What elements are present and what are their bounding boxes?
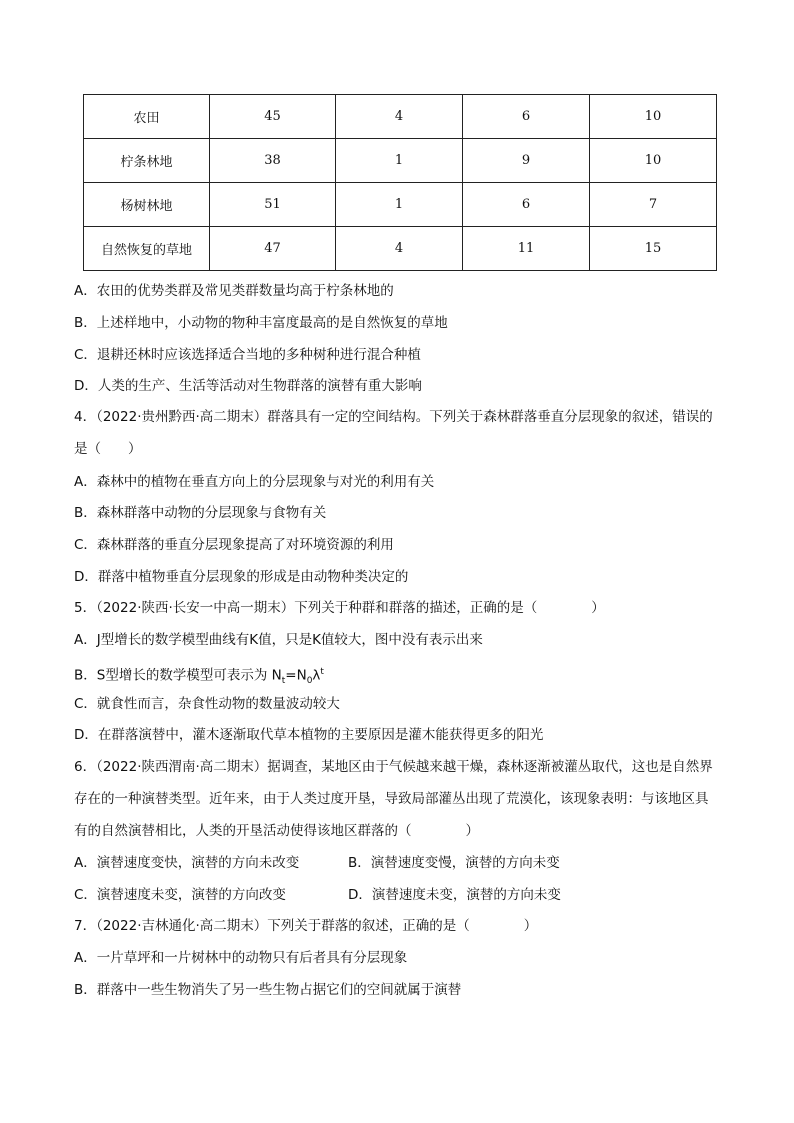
q3-option-a: A．农田的优势类群及常见类群数量均高于柠条林地的 xyxy=(74,283,394,299)
table-row xyxy=(84,227,717,271)
table-cell: 51 xyxy=(210,183,336,227)
table-row xyxy=(84,139,717,183)
q5-option-b-prefix: B．S型增长的数学模型可表示为 N xyxy=(74,667,282,684)
q4-option-b: B．森林群落中动物的分层现象与食物有关 xyxy=(74,505,327,521)
table-cell: 4 xyxy=(336,95,463,139)
q6-option-a: A．演替速度变快，演替的方向未改变 xyxy=(74,855,300,871)
q5-option-c: C．就食性而言，杂食性动物的数量波动较大 xyxy=(74,696,340,712)
q5-option-b-sub-0: 0 xyxy=(306,676,313,687)
q6-option-b: B．演替速度变慢，演替的方向未变 xyxy=(348,855,560,871)
q7-option-b: B．群落中一些生物消失了另一些生物占据它们的空间就属于演替 xyxy=(74,982,462,998)
q4-option-a: A．森林中的植物在垂直方向上的分层现象与对光的利用有关 xyxy=(74,474,435,490)
q5-option-b-sup-t: t xyxy=(320,667,324,677)
table-row xyxy=(84,183,717,227)
data-table xyxy=(83,94,717,271)
q7-stem: 7．（2022·吉林通化·高二期末）下列关于群落的叙述，正确的是（ ） xyxy=(74,918,538,934)
q5-option-b-eq: =N xyxy=(285,667,307,684)
table-cell: 6 xyxy=(463,95,590,139)
table-cell: 45 xyxy=(210,95,336,139)
table-cell: 15 xyxy=(590,227,717,271)
q3-option-c: C．退耕还林时应该选择适合当地的多种树种进行混合种植 xyxy=(74,347,421,363)
table-row xyxy=(84,95,717,139)
table-cell: 38 xyxy=(210,139,336,183)
table-row-label: 农田 xyxy=(84,95,210,139)
q3-option-b: B．上述样地中，小动物的物种丰富度最高的是自然恢复的草地 xyxy=(74,315,448,331)
table-row-label: 杨树林地 xyxy=(84,183,210,227)
table-row-label: 柠条林地 xyxy=(84,139,210,183)
q3-option-d: D．人类的生产、生活等活动对生物群落的演替有重大影响 xyxy=(74,378,422,394)
q5-option-a: A．J型增长的数学模型曲线有K值，只是K值较大，图中没有表示出来 xyxy=(74,632,483,648)
table-cell: 10 xyxy=(590,95,717,139)
q4-option-d: D．群落中植物垂直分层现象的形成是由动物种类决定的 xyxy=(74,569,409,585)
table-row-label: 自然恢复的草地 xyxy=(84,227,210,271)
q5-stem: 5．（2022·陕西·长安一中高一期末）下列关于种群和群落的描述，正确的是（ ） xyxy=(74,600,605,616)
q7-option-a: A．一片草坪和一片树林中的动物只有后者具有分层现象 xyxy=(74,950,408,966)
q4-option-c: C．森林群落的垂直分层现象提高了对环境资源的利用 xyxy=(74,537,394,553)
q5-option-b-sub-t: t xyxy=(281,676,286,687)
table-cell: 1 xyxy=(336,139,463,183)
table-cell: 4 xyxy=(336,227,463,271)
table-cell: 6 xyxy=(463,183,590,227)
q5-option-b-lambda: λ xyxy=(312,667,321,684)
table-cell: 47 xyxy=(210,227,336,271)
q5-option-d: D．在群落演替中，灌木逐渐取代草本植物的主要原因是灌木能获得更多的阳光 xyxy=(74,727,544,743)
q6-option-d: D．演替速度未变，演替的方向未变 xyxy=(348,887,561,903)
q6-stem: 6．（2022·陕西渭南·高二期末）据调查，某地区由于气候越来越干燥，森林逐渐被灌丛取代，这也是自然界存在的一种演替类型。近年来，由于人类过度开垦，导致局部灌丛出现了荒漠化，该现象表明：与该地区具有的自然演替相比，人类的开垦活动使得该地区群落的（ ） xyxy=(74,759,713,839)
table-cell: 10 xyxy=(590,139,717,183)
table-cell: 1 xyxy=(336,183,463,227)
table-cell: 7 xyxy=(590,183,717,227)
q6-option-c: C．演替速度未变，演替的方向改变 xyxy=(74,887,286,903)
q5-option-b xyxy=(74,662,324,691)
table-cell: 11 xyxy=(463,227,590,271)
q4-stem: 4．（2022·贵州黔西·高二期末）群落具有一定的空间结构。下列关于森林群落垂直分层现象的叙述，错误的是（ ） xyxy=(74,409,713,457)
table-cell: 9 xyxy=(463,139,590,183)
